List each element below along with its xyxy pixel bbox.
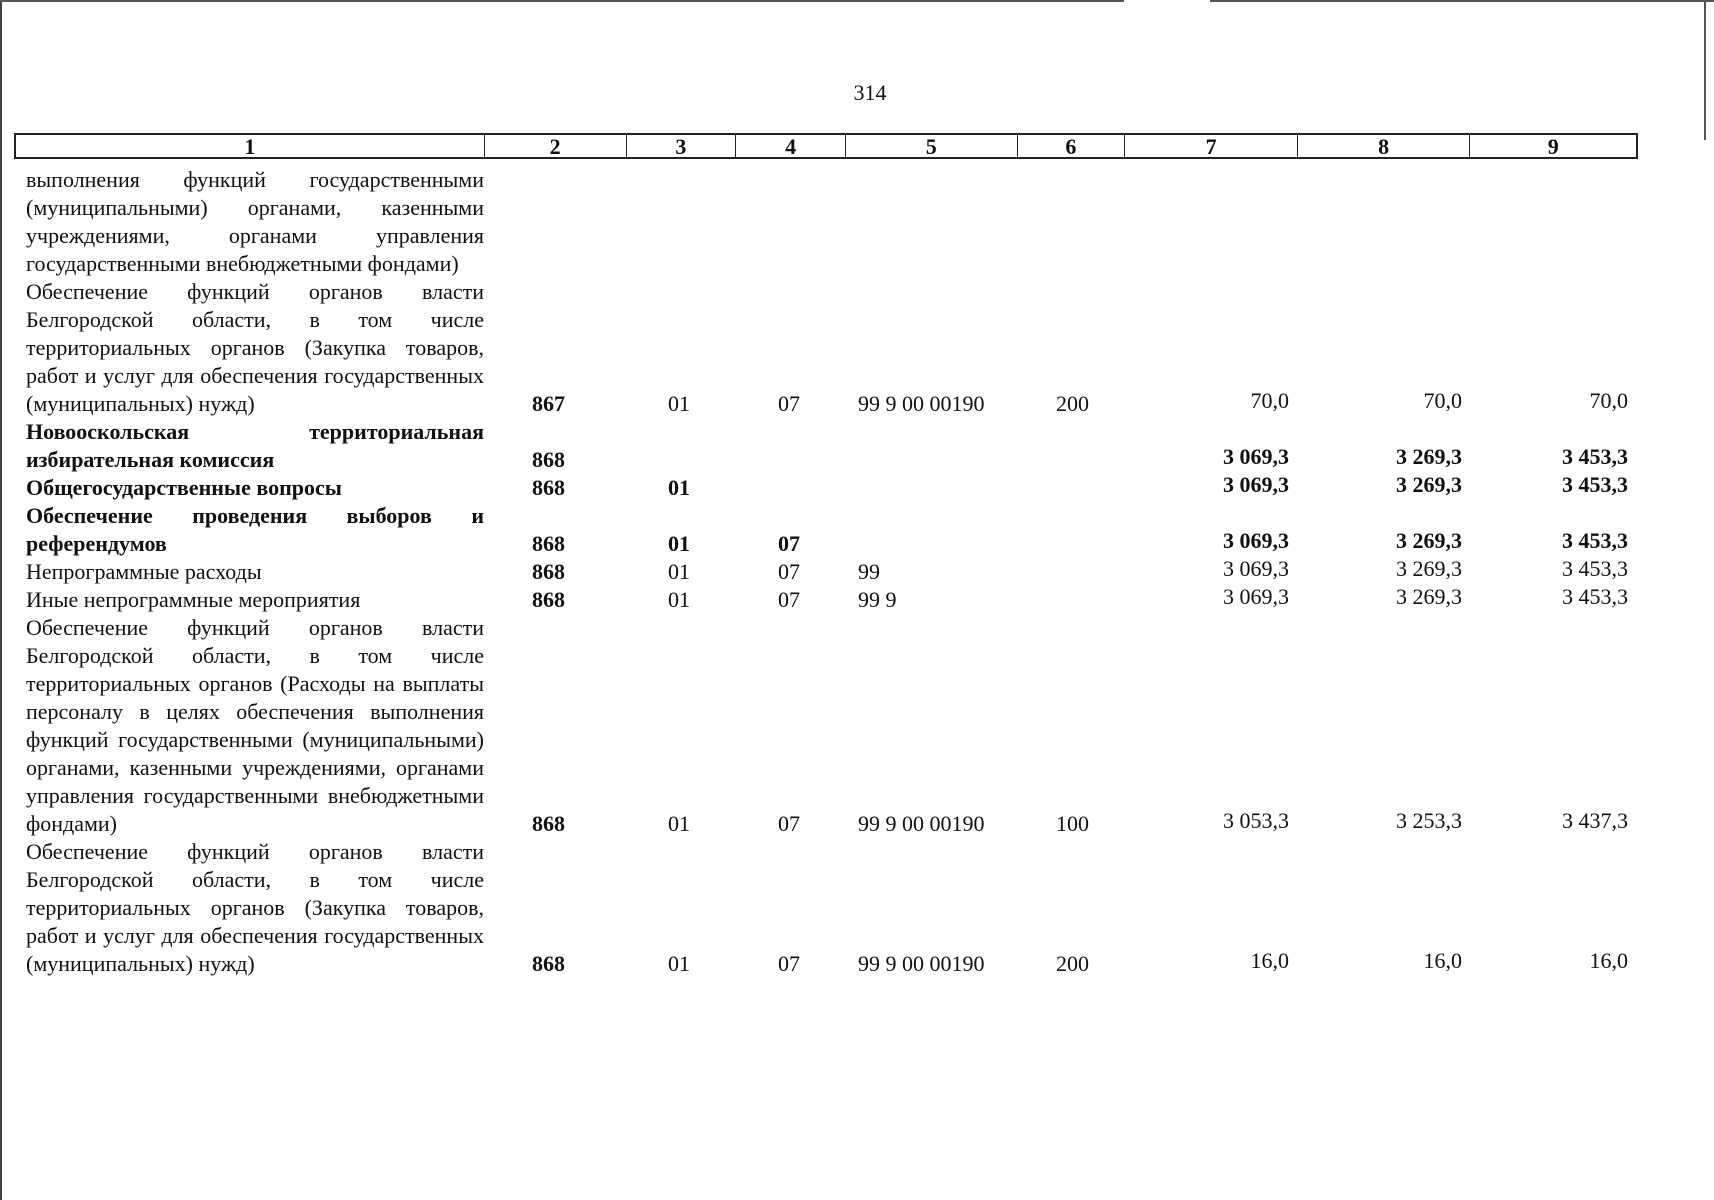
cell-ministry: 868 bbox=[532, 475, 565, 500]
header-col-5: 5 bbox=[846, 135, 1018, 157]
cell-amount-1: 3 069,3 bbox=[1223, 528, 1289, 553]
cell-target-article: 99 9 00 00190 bbox=[858, 391, 985, 416]
table-row bbox=[14, 502, 1638, 558]
table-row bbox=[14, 166, 1638, 278]
cell-amount-2: 3 269,3 bbox=[1396, 444, 1462, 469]
cell-amount-2: 3 269,3 bbox=[1396, 584, 1462, 609]
cell-ministry: 868 bbox=[532, 559, 565, 584]
table-row bbox=[14, 614, 1638, 838]
cell-target-article: 99 9 bbox=[858, 587, 897, 612]
cell-amount-1: 16,0 bbox=[1250, 948, 1289, 973]
cell-ministry: 867 bbox=[532, 391, 565, 416]
cell-amount-3: 3 437,3 bbox=[1562, 808, 1628, 833]
cell-amount-3: 3 453,3 bbox=[1562, 556, 1628, 581]
header-col-4: 4 bbox=[736, 135, 846, 157]
row-description: Обеспечение функций органов власти Белгородской области, в том числе территориальных органов (Закупка товаров, работ и услуг для обеспечения государственных (муниципальных) нужд) bbox=[26, 279, 484, 416]
table-row bbox=[14, 474, 1638, 502]
scan-edge-top bbox=[0, 0, 1124, 2]
header-col-7: 7 bbox=[1125, 135, 1298, 157]
row-description: выполнения функций государственными (муниципальными) органами, казенными учреждениями, органами управления государственными внебюджетными фондами) bbox=[26, 167, 484, 276]
cell-amount-1: 3 069,3 bbox=[1223, 444, 1289, 469]
cell-amount-1: 3 069,3 bbox=[1223, 556, 1289, 581]
cell-section: 01 bbox=[668, 951, 690, 976]
cell-amount-1: 3 053,3 bbox=[1223, 808, 1289, 833]
page-number: 314 bbox=[853, 80, 887, 105]
cell-amount-3: 3 453,3 bbox=[1562, 528, 1628, 553]
scan-edge-right bbox=[1704, 0, 1706, 140]
cell-subsection: 07 bbox=[778, 391, 800, 416]
header-col-8: 8 bbox=[1298, 135, 1471, 157]
cell-amount-2: 3 269,3 bbox=[1396, 472, 1462, 497]
cell-ministry: 868 bbox=[532, 531, 565, 556]
cell-amount-2: 3 269,3 bbox=[1396, 556, 1462, 581]
cell-amount-2: 16,0 bbox=[1423, 948, 1462, 973]
table-row bbox=[14, 558, 1638, 586]
cell-subsection: 07 bbox=[778, 811, 800, 836]
table-row bbox=[14, 586, 1638, 614]
cell-amount-3: 3 453,3 bbox=[1562, 444, 1628, 469]
cell-section: 01 bbox=[668, 531, 690, 556]
header-col-3: 3 bbox=[627, 135, 737, 157]
row-description: Обеспечение функций органов власти Белгородской области, в том числе территориальных органов (Закупка товаров, работ и услуг для обеспечения государственных (муниципальных) нужд) bbox=[26, 839, 484, 976]
cell-amount-1: 3 069,3 bbox=[1223, 472, 1289, 497]
cell-section: 01 bbox=[668, 475, 690, 500]
scan-edge-top-right bbox=[1210, 0, 1714, 2]
row-description: Непрограммные расходы bbox=[26, 559, 262, 584]
header-col-1: 1 bbox=[16, 135, 485, 157]
cell-amount-3: 16,0 bbox=[1589, 948, 1628, 973]
cell-amount-3: 3 453,3 bbox=[1562, 472, 1628, 497]
cell-amount-1: 70,0 bbox=[1250, 388, 1289, 413]
cell-subsection: 07 bbox=[778, 951, 800, 976]
cell-subsection: 07 bbox=[778, 587, 800, 612]
row-description: Обеспечение проведения выборов и референдумов bbox=[26, 503, 484, 556]
cell-section: 01 bbox=[668, 391, 690, 416]
cell-expense-type: 200 bbox=[1056, 391, 1089, 416]
cell-ministry: 868 bbox=[532, 951, 565, 976]
cell-expense-type: 200 bbox=[1056, 951, 1089, 976]
cell-ministry: 868 bbox=[532, 447, 565, 472]
cell-amount-1: 3 069,3 bbox=[1223, 584, 1289, 609]
row-description: Общегосударственные вопросы bbox=[26, 475, 342, 500]
header-col-6: 6 bbox=[1018, 135, 1126, 157]
row-description: Новооскольская территориальная избирательная комиссия bbox=[26, 419, 484, 472]
header-col-9: 9 bbox=[1547, 134, 1559, 159]
cell-target-article: 99 bbox=[858, 559, 880, 584]
cell-section: 01 bbox=[668, 587, 690, 612]
row-description: Иные непрограммные мероприятия bbox=[26, 587, 361, 612]
table-row bbox=[14, 278, 1638, 418]
cell-subsection: 07 bbox=[778, 559, 800, 584]
cell-target-article: 99 9 00 00190 bbox=[858, 811, 985, 836]
row-description: Обеспечение функций органов власти Белгородской области, в том числе территориальных органов (Расходы на выплаты персоналу в целях обеспечения выполнения функций государственными (муниципальными) органами, казенными учреждениями, органами управления государственными внебюджетными фондами) bbox=[26, 615, 484, 836]
cell-ministry: 868 bbox=[532, 587, 565, 612]
cell-ministry: 868 bbox=[532, 811, 565, 836]
header-col-2: 2 bbox=[485, 135, 627, 157]
cell-amount-2: 3 253,3 bbox=[1396, 808, 1462, 833]
cell-amount-2: 3 269,3 bbox=[1396, 528, 1462, 553]
table-header bbox=[14, 133, 1638, 159]
cell-target-article: 99 9 00 00190 bbox=[858, 951, 985, 976]
table-row bbox=[14, 838, 1638, 978]
cell-section: 01 bbox=[668, 559, 690, 584]
table-body bbox=[14, 166, 1638, 978]
table-row bbox=[14, 418, 1638, 474]
cell-section: 01 bbox=[668, 811, 690, 836]
cell-subsection: 07 bbox=[778, 531, 800, 556]
scan-edge-left bbox=[0, 0, 2, 1200]
cell-amount-3: 70,0 bbox=[1589, 388, 1628, 413]
cell-amount-3: 3 453,3 bbox=[1562, 584, 1628, 609]
cell-amount-2: 70,0 bbox=[1423, 388, 1462, 413]
cell-expense-type: 100 bbox=[1056, 811, 1089, 836]
